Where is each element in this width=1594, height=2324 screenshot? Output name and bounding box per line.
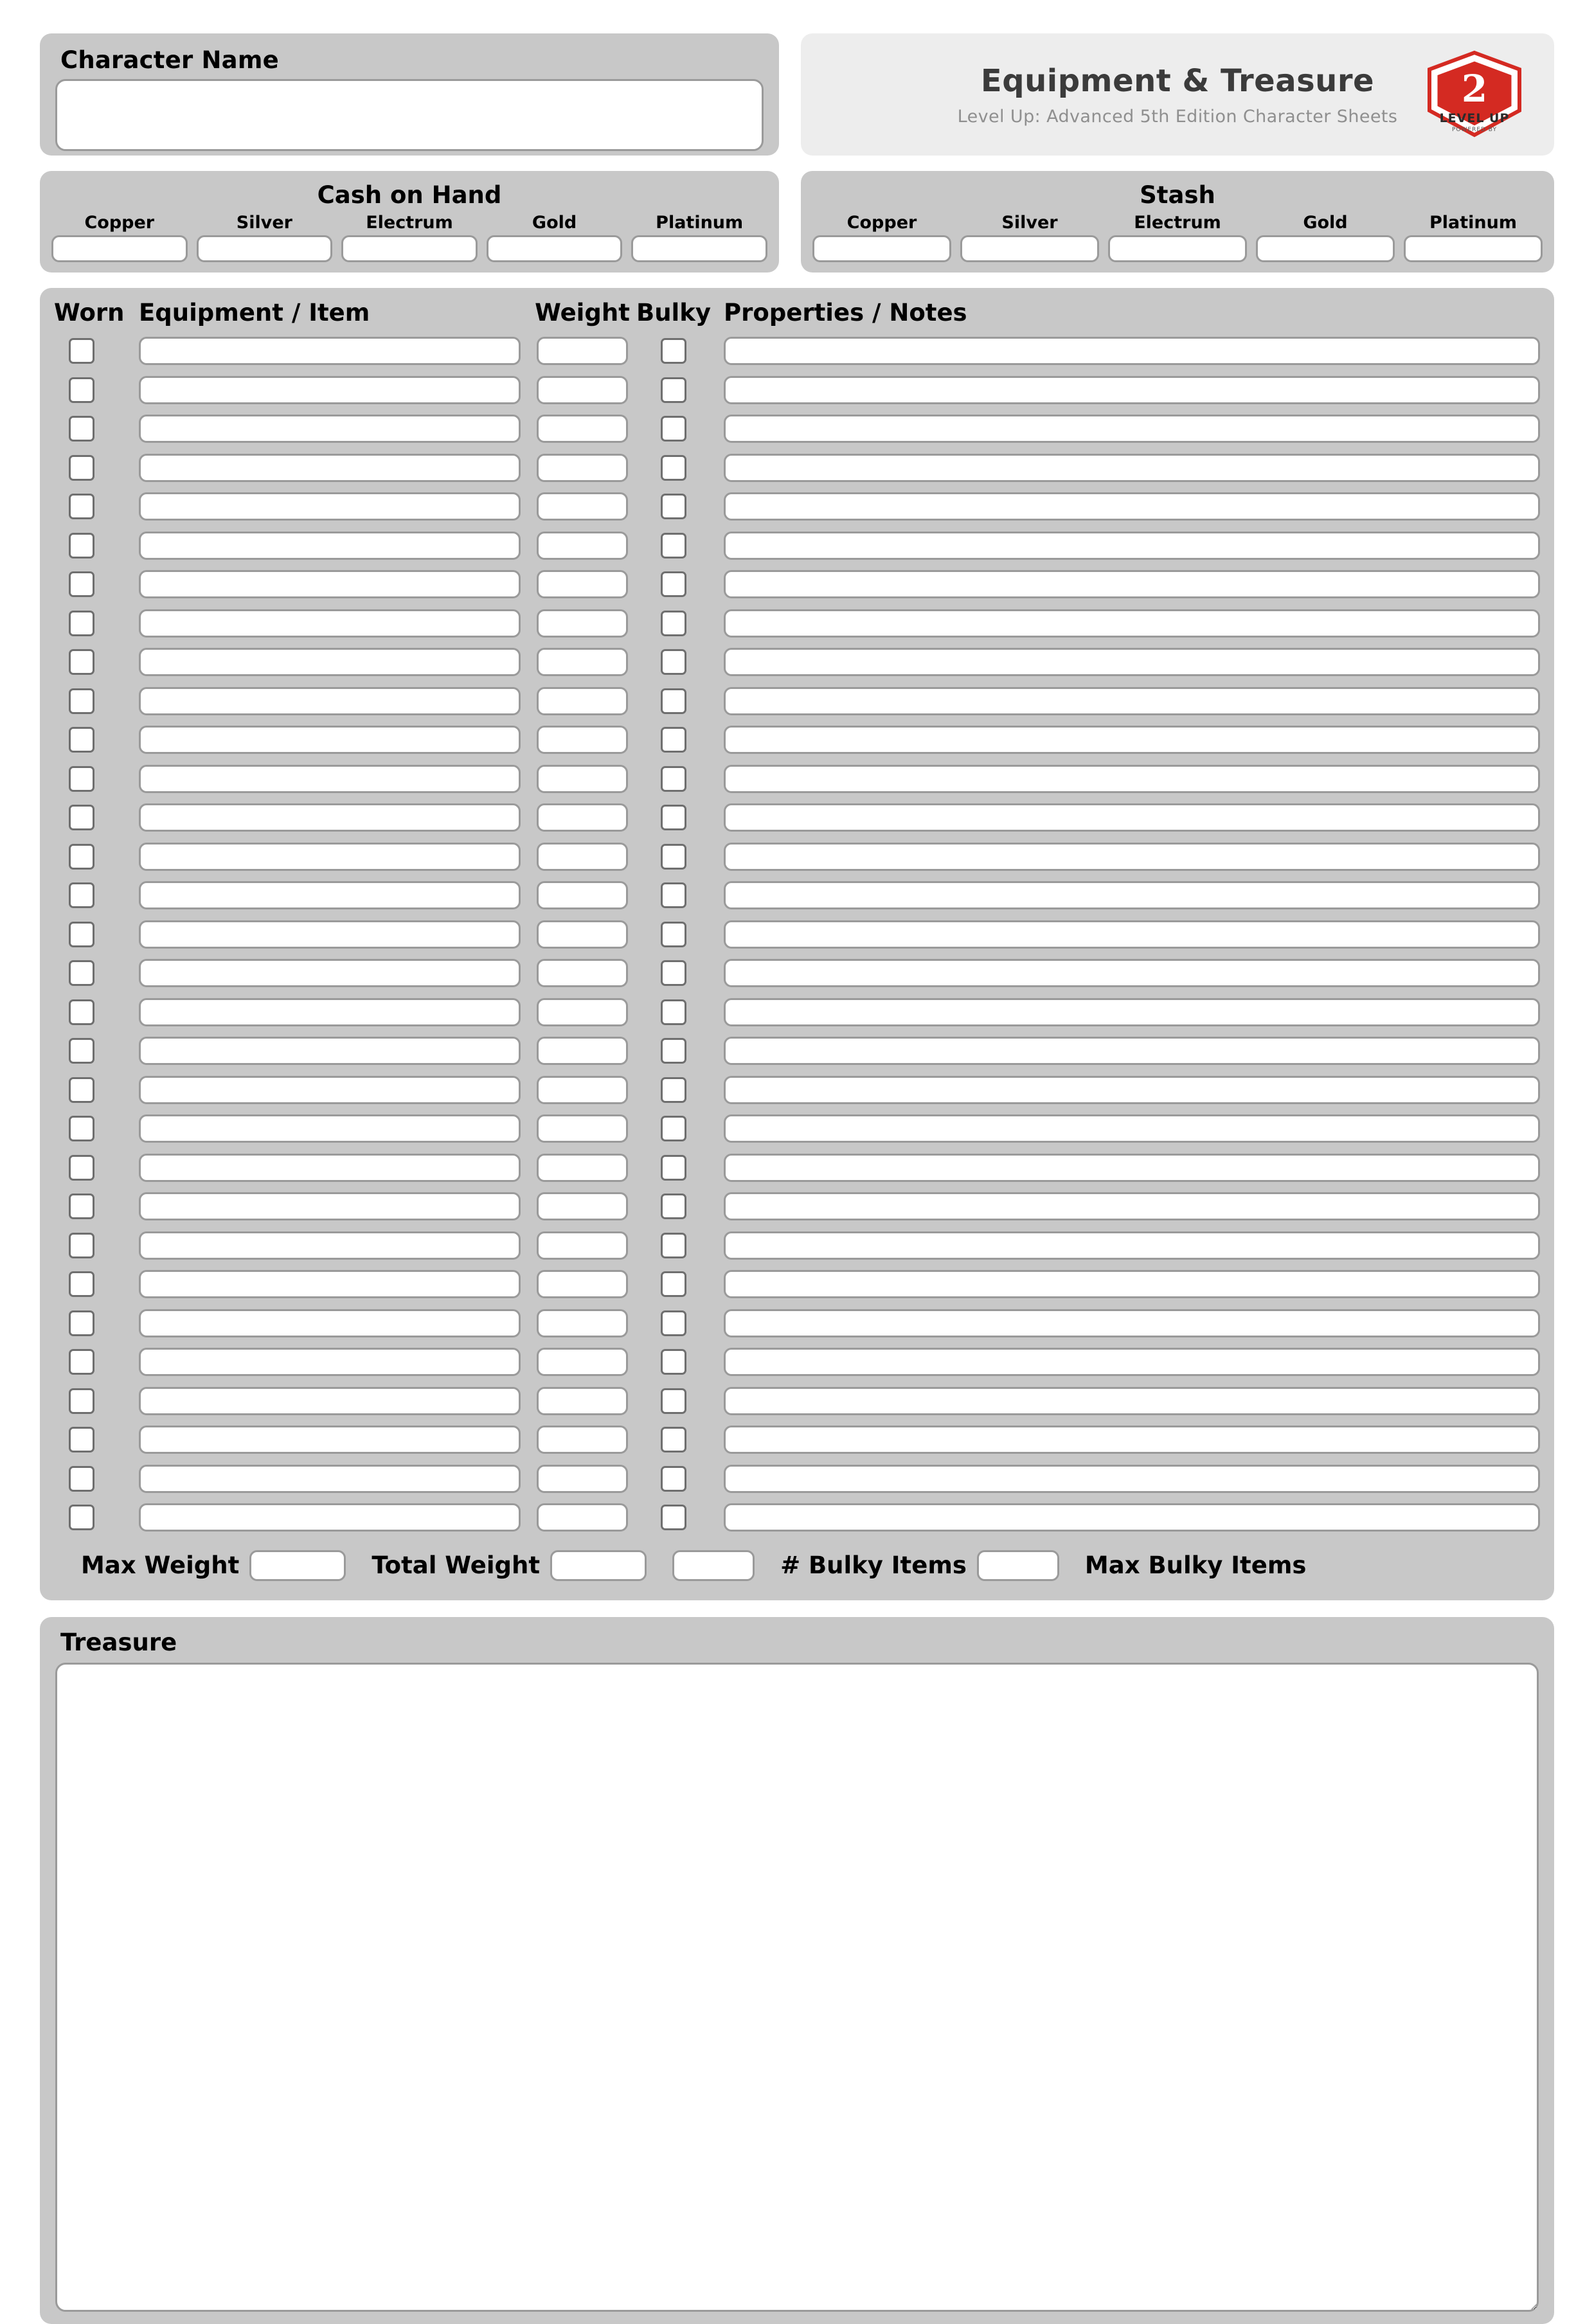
- bulky-checkbox[interactable]: [661, 805, 686, 830]
- bulky-checkbox[interactable]: [661, 1271, 686, 1297]
- properties-input[interactable]: [724, 648, 1540, 676]
- table-row: [54, 565, 1540, 604]
- table-row: [54, 1304, 1540, 1343]
- bulky-checkbox[interactable]: [661, 882, 686, 908]
- bulky-checkbox[interactable]: [661, 377, 686, 403]
- item-input[interactable]: [139, 726, 521, 754]
- weight-input[interactable]: [537, 998, 628, 1026]
- bulky-checkbox[interactable]: [661, 1077, 686, 1103]
- bulky-checkbox[interactable]: [661, 1466, 686, 1492]
- cash-on-hand-panel: [40, 171, 779, 273]
- max-weight-input[interactable]: [249, 1550, 346, 1581]
- weight-input[interactable]: [537, 1348, 628, 1376]
- weight-input[interactable]: [537, 1231, 628, 1260]
- item-input[interactable]: [139, 881, 521, 909]
- bulky-checkbox[interactable]: [661, 494, 686, 519]
- properties-input[interactable]: [724, 843, 1540, 871]
- properties-input[interactable]: [724, 1309, 1540, 1337]
- properties-input[interactable]: [724, 920, 1540, 949]
- sheet-title-panel: [801, 33, 1554, 156]
- bulky-checkbox[interactable]: [661, 571, 686, 597]
- item-input[interactable]: [139, 765, 521, 793]
- cash-copper-label: Copper: [84, 213, 155, 233]
- table-row: [54, 760, 1540, 799]
- worn-checkbox[interactable]: [69, 688, 94, 714]
- weight-input[interactable]: [537, 1270, 628, 1298]
- worn-checkbox[interactable]: [69, 766, 94, 792]
- character-name-input[interactable]: [55, 79, 764, 151]
- bulky-checkbox[interactable]: [661, 1193, 686, 1219]
- item-input[interactable]: [139, 1154, 521, 1182]
- worn-checkbox[interactable]: [69, 1310, 94, 1336]
- weight-input[interactable]: [537, 1426, 628, 1454]
- properties-input[interactable]: [724, 1465, 1540, 1493]
- worn-checkbox[interactable]: [69, 338, 94, 364]
- table-row: [54, 915, 1540, 954]
- worn-checkbox[interactable]: [69, 1233, 94, 1258]
- stash-platinum-group: [1404, 213, 1543, 262]
- treasure-panel: [40, 1617, 1554, 2324]
- item-input[interactable]: [139, 648, 521, 676]
- item-input[interactable]: [139, 415, 521, 443]
- stash-silver-group: [960, 213, 1099, 262]
- table-row: [54, 409, 1540, 449]
- properties-input[interactable]: [724, 609, 1540, 638]
- bulky-checkbox[interactable]: [661, 766, 686, 792]
- worn-checkbox[interactable]: [69, 1116, 94, 1141]
- worn-checkbox[interactable]: [69, 1038, 94, 1064]
- worn-checkbox[interactable]: [69, 455, 94, 481]
- bulky-checkbox[interactable]: [661, 1505, 686, 1530]
- weight-input[interactable]: [537, 959, 628, 987]
- weight-input[interactable]: [537, 1465, 628, 1493]
- bulky-checkbox[interactable]: [661, 1038, 686, 1064]
- properties-input[interactable]: [724, 803, 1540, 832]
- cash-electrum-group: [341, 213, 478, 262]
- table-row: [54, 993, 1540, 1032]
- table-row: [54, 487, 1540, 526]
- table-row: [54, 954, 1540, 993]
- max-weight-label: Max Weight: [81, 1551, 240, 1579]
- cash-on-hand-title: Cash on Hand: [317, 181, 502, 209]
- worn-checkbox[interactable]: [69, 494, 94, 519]
- item-input[interactable]: [139, 998, 521, 1026]
- properties-input[interactable]: [724, 570, 1540, 598]
- weight-input[interactable]: [537, 1154, 628, 1182]
- weight-input[interactable]: [537, 1192, 628, 1220]
- weight-input[interactable]: [537, 881, 628, 909]
- column-header-bulky: Bulky: [636, 298, 711, 326]
- cash-platinum-input[interactable]: [631, 235, 767, 262]
- table-row: [54, 837, 1540, 877]
- table-row: [54, 720, 1540, 760]
- worn-checkbox[interactable]: [69, 999, 94, 1025]
- properties-input[interactable]: [724, 765, 1540, 793]
- properties-input[interactable]: [724, 376, 1540, 404]
- stash-gold-label: Gold: [1303, 213, 1348, 233]
- table-row: [54, 643, 1540, 682]
- worn-checkbox[interactable]: [69, 882, 94, 908]
- weight-input[interactable]: [537, 1037, 628, 1065]
- table-row: [54, 682, 1540, 721]
- properties-input[interactable]: [724, 1076, 1540, 1104]
- worn-checkbox[interactable]: [69, 1155, 94, 1181]
- cash-platinum-group: [631, 213, 767, 262]
- worn-checkbox[interactable]: [69, 1349, 94, 1375]
- bulky-checkbox[interactable]: [661, 455, 686, 481]
- column-header-worn: Worn: [54, 298, 125, 326]
- table-row: [54, 1382, 1540, 1421]
- cash-gold-group: [487, 213, 623, 262]
- table-row: [54, 1460, 1540, 1499]
- worn-checkbox[interactable]: [69, 1193, 94, 1219]
- header-row: [40, 33, 1554, 156]
- character-name-panel: [40, 33, 779, 156]
- worn-checkbox[interactable]: [69, 1271, 94, 1297]
- stash-silver-input[interactable]: [960, 235, 1099, 262]
- bulky-checkbox[interactable]: [661, 922, 686, 947]
- properties-input[interactable]: [724, 532, 1540, 560]
- bulky-checkbox[interactable]: [661, 1310, 686, 1336]
- bulky-checkbox[interactable]: [661, 960, 686, 986]
- weight-input[interactable]: [537, 1503, 628, 1532]
- cash-electrum-label: Electrum: [366, 213, 453, 233]
- weight-input[interactable]: [537, 1076, 628, 1104]
- worn-checkbox[interactable]: [69, 960, 94, 986]
- treasure-label: Treasure: [60, 1628, 177, 1656]
- worn-checkbox[interactable]: [69, 805, 94, 830]
- item-input[interactable]: [139, 1076, 521, 1104]
- bulky-checkbox[interactable]: [661, 1155, 686, 1181]
- weight-input[interactable]: [537, 765, 628, 793]
- equipment-rows: [54, 332, 1540, 1537]
- item-input[interactable]: [139, 570, 521, 598]
- weight-input[interactable]: [537, 376, 628, 404]
- cash-copper-group: [51, 213, 188, 262]
- bulky-checkbox[interactable]: [661, 1427, 686, 1452]
- item-input[interactable]: [139, 337, 521, 365]
- item-input[interactable]: [139, 1231, 521, 1260]
- weight-input[interactable]: [537, 492, 628, 521]
- properties-input[interactable]: [724, 415, 1540, 443]
- bulky-checkbox[interactable]: [661, 844, 686, 870]
- stash-panel: [801, 171, 1554, 273]
- equipment-table-header: [54, 294, 1540, 330]
- properties-input[interactable]: [724, 1154, 1540, 1182]
- stash-title: Stash: [1140, 181, 1215, 209]
- stash-gold-input[interactable]: [1256, 235, 1395, 262]
- total-weight-label: Total Weight: [372, 1551, 541, 1579]
- item-input[interactable]: [139, 687, 521, 715]
- worn-checkbox[interactable]: [69, 649, 94, 675]
- weight-input[interactable]: [537, 570, 628, 598]
- total-weight-input[interactable]: [550, 1550, 647, 1581]
- stash-copper-group: [812, 213, 951, 262]
- table-row: [54, 876, 1540, 915]
- item-input[interactable]: [139, 843, 521, 871]
- item-input[interactable]: [139, 920, 521, 949]
- worn-checkbox[interactable]: [69, 377, 94, 403]
- item-input[interactable]: [139, 1114, 521, 1143]
- worn-checkbox[interactable]: [69, 1466, 94, 1492]
- properties-input[interactable]: [724, 1192, 1540, 1220]
- column-header-properties: Properties / Notes: [724, 298, 967, 326]
- bulky-count-input[interactable]: [672, 1550, 755, 1581]
- table-row: [54, 1032, 1540, 1071]
- bulky-checkbox[interactable]: [661, 1388, 686, 1414]
- weight-input[interactable]: [537, 415, 628, 443]
- cash-gold-label: Gold: [532, 213, 577, 233]
- properties-input[interactable]: [724, 959, 1540, 987]
- item-input[interactable]: [139, 959, 521, 987]
- worn-checkbox[interactable]: [69, 727, 94, 753]
- table-row: [54, 526, 1540, 566]
- worn-checkbox[interactable]: [69, 611, 94, 636]
- weight-input[interactable]: [537, 648, 628, 676]
- cash-silver-label: Silver: [236, 213, 292, 233]
- weight-input[interactable]: [537, 687, 628, 715]
- table-row: [54, 604, 1540, 643]
- column-header-item: Equipment / Item: [139, 298, 370, 326]
- weight-input[interactable]: [537, 454, 628, 482]
- properties-input[interactable]: [724, 998, 1540, 1026]
- properties-input[interactable]: [724, 1037, 1540, 1065]
- properties-input[interactable]: [724, 1114, 1540, 1143]
- worn-checkbox[interactable]: [69, 416, 94, 442]
- stash-gold-group: [1256, 213, 1395, 262]
- weight-input[interactable]: [537, 1114, 628, 1143]
- bulky-checkbox[interactable]: [661, 338, 686, 364]
- svg-text:POWERED BY: POWERED BY: [1451, 127, 1498, 133]
- weight-input[interactable]: [537, 1387, 628, 1415]
- item-input[interactable]: [139, 1348, 521, 1376]
- svg-text:LEVEL UP: LEVEL UP: [1439, 111, 1510, 125]
- properties-input[interactable]: [724, 1348, 1540, 1376]
- worn-checkbox[interactable]: [69, 922, 94, 947]
- item-input[interactable]: [139, 803, 521, 832]
- table-row: [54, 1226, 1540, 1265]
- bulky-checkbox[interactable]: [661, 611, 686, 636]
- item-input[interactable]: [139, 492, 521, 521]
- table-row: [54, 1187, 1540, 1226]
- stash-copper-label: Copper: [846, 213, 917, 233]
- worn-checkbox[interactable]: [69, 1505, 94, 1530]
- stash-silver-label: Silver: [1001, 213, 1058, 233]
- cash-copper-input[interactable]: [51, 235, 188, 262]
- item-input[interactable]: [139, 1037, 521, 1065]
- properties-input[interactable]: [724, 726, 1540, 754]
- table-row: [54, 1265, 1540, 1304]
- table-row: [54, 1498, 1540, 1537]
- bulky-checkbox[interactable]: [661, 649, 686, 675]
- cash-platinum-label: Platinum: [656, 213, 744, 233]
- weight-input[interactable]: [537, 532, 628, 560]
- table-row: [54, 1109, 1540, 1149]
- worn-checkbox[interactable]: [69, 533, 94, 559]
- stash-electrum-group: [1108, 213, 1247, 262]
- bulky-checkbox[interactable]: [661, 533, 686, 559]
- worn-checkbox[interactable]: [69, 1427, 94, 1452]
- item-input[interactable]: [139, 1465, 521, 1493]
- weight-input[interactable]: [537, 726, 628, 754]
- equipment-panel: [40, 288, 1554, 1600]
- properties-input[interactable]: [724, 1387, 1540, 1415]
- stash-platinum-label: Platinum: [1429, 213, 1517, 233]
- table-row: [54, 1149, 1540, 1188]
- weight-input[interactable]: [537, 1309, 628, 1337]
- table-row: [54, 1343, 1540, 1382]
- properties-input[interactable]: [724, 1270, 1540, 1298]
- bulky-checkbox[interactable]: [661, 999, 686, 1025]
- table-row: [54, 1071, 1540, 1110]
- cash-silver-input[interactable]: [197, 235, 333, 262]
- properties-input[interactable]: [724, 454, 1540, 482]
- properties-input[interactable]: [724, 881, 1540, 909]
- totals-row: [54, 1541, 1540, 1590]
- properties-input[interactable]: [724, 492, 1540, 521]
- weight-input[interactable]: [537, 337, 628, 365]
- character-name-label: Character Name: [60, 46, 279, 74]
- properties-input[interactable]: [724, 1426, 1540, 1454]
- table-row: [54, 798, 1540, 837]
- stash-electrum-label: Electrum: [1134, 213, 1221, 233]
- table-row: [54, 1420, 1540, 1460]
- bulky-checkbox[interactable]: [661, 1116, 686, 1141]
- bulky-items-label: # Bulky Items: [780, 1551, 967, 1579]
- item-input[interactable]: [139, 609, 521, 638]
- stash-platinum-input[interactable]: [1404, 235, 1543, 262]
- item-input[interactable]: [139, 1309, 521, 1337]
- column-header-weight: Weight: [535, 298, 630, 326]
- bulky-checkbox[interactable]: [661, 727, 686, 753]
- properties-input[interactable]: [724, 1231, 1540, 1260]
- max-bulky-input[interactable]: [977, 1550, 1059, 1581]
- table-row: [54, 332, 1540, 371]
- page-title: Equipment & Treasure: [980, 62, 1375, 99]
- properties-input[interactable]: [724, 337, 1540, 365]
- worn-checkbox[interactable]: [69, 1388, 94, 1414]
- cash-electrum-input[interactable]: [341, 235, 478, 262]
- svg-text:2: 2: [1461, 67, 1488, 111]
- treasure-textarea[interactable]: [55, 1663, 1539, 2312]
- table-row: [54, 449, 1540, 488]
- weight-input[interactable]: [537, 843, 628, 871]
- item-input[interactable]: [139, 1503, 521, 1532]
- bulky-checkbox[interactable]: [661, 416, 686, 442]
- stash-copper-input[interactable]: [812, 235, 951, 262]
- item-input[interactable]: [139, 454, 521, 482]
- properties-input[interactable]: [724, 687, 1540, 715]
- table-row: [54, 371, 1540, 410]
- weight-input[interactable]: [537, 920, 628, 949]
- level-up-logo-icon: [1417, 50, 1532, 140]
- item-input[interactable]: [139, 1192, 521, 1220]
- worn-checkbox[interactable]: [69, 844, 94, 870]
- item-input[interactable]: [139, 532, 521, 560]
- item-input[interactable]: [139, 1270, 521, 1298]
- weight-input[interactable]: [537, 803, 628, 832]
- item-input[interactable]: [139, 376, 521, 404]
- bulky-checkbox[interactable]: [661, 688, 686, 714]
- max-bulky-label: Max Bulky Items: [1084, 1551, 1307, 1579]
- bulky-checkbox[interactable]: [661, 1233, 686, 1258]
- bulky-checkbox[interactable]: [661, 1349, 686, 1375]
- stash-electrum-input[interactable]: [1108, 235, 1247, 262]
- item-input[interactable]: [139, 1426, 521, 1454]
- item-input[interactable]: [139, 1387, 521, 1415]
- weight-input[interactable]: [537, 609, 628, 638]
- cash-silver-group: [197, 213, 333, 262]
- cash-gold-input[interactable]: [487, 235, 623, 262]
- page-subtitle: Level Up: Advanced 5th Edition Character Sheets: [957, 106, 1398, 127]
- currency-row: [40, 171, 1554, 273]
- worn-checkbox[interactable]: [69, 1077, 94, 1103]
- properties-input[interactable]: [724, 1503, 1540, 1532]
- worn-checkbox[interactable]: [69, 571, 94, 597]
